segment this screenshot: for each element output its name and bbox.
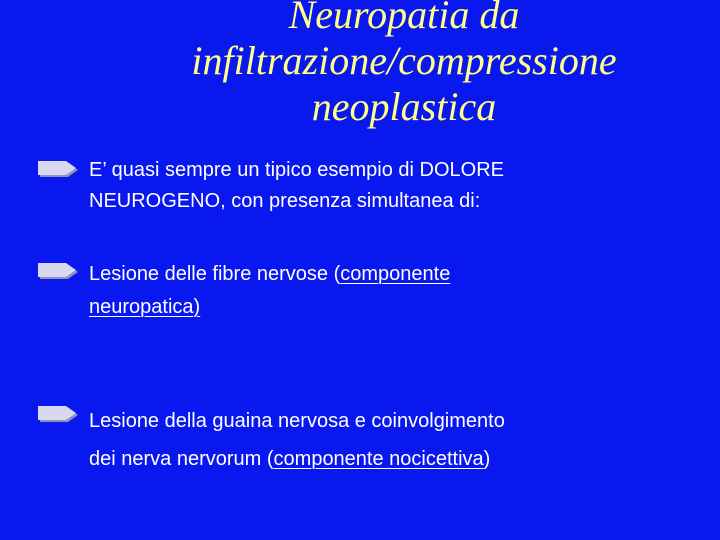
bullet-3-line-1: Lesione della guaina nervosa e coinvolgimento	[89, 410, 505, 432]
slide-title	[0, 0, 720, 130]
bullet-3-line-2	[89, 440, 505, 478]
arrow-bullet-icon	[38, 159, 80, 181]
bullet-3-underlined: componente nocicettiva	[273, 448, 484, 470]
bullet-2-line-1	[89, 258, 450, 291]
bullet-text-2	[89, 258, 450, 324]
bullet-3-end: )	[483, 448, 491, 470]
bullet-1-line-2: NEUROGENO, con presenza simultanea di:	[89, 190, 481, 212]
bullet-3-text: dei nerva nervorum (	[89, 448, 274, 470]
arrow-bullet-icon	[38, 404, 80, 426]
arrow-bullet-icon	[38, 261, 80, 283]
title-line-1: Neuropatia da	[288, 0, 520, 37]
bullet-text-1	[89, 155, 504, 217]
bullet-2-line-2	[89, 291, 450, 324]
bullet-text-3	[89, 402, 505, 478]
title-line-3: neoplastica	[311, 84, 497, 129]
bullet-1-line-1: E’ quasi sempre un tipico esempio di DOLORE	[89, 159, 504, 181]
bullet-2-underlined-1: componente	[340, 263, 451, 285]
bullet-2-underlined-2: neuropatica)	[89, 296, 201, 318]
bullet-2-text: Lesione delle fibre nervose (	[89, 263, 341, 285]
title-line-2: infiltrazione/compressione	[191, 38, 617, 83]
